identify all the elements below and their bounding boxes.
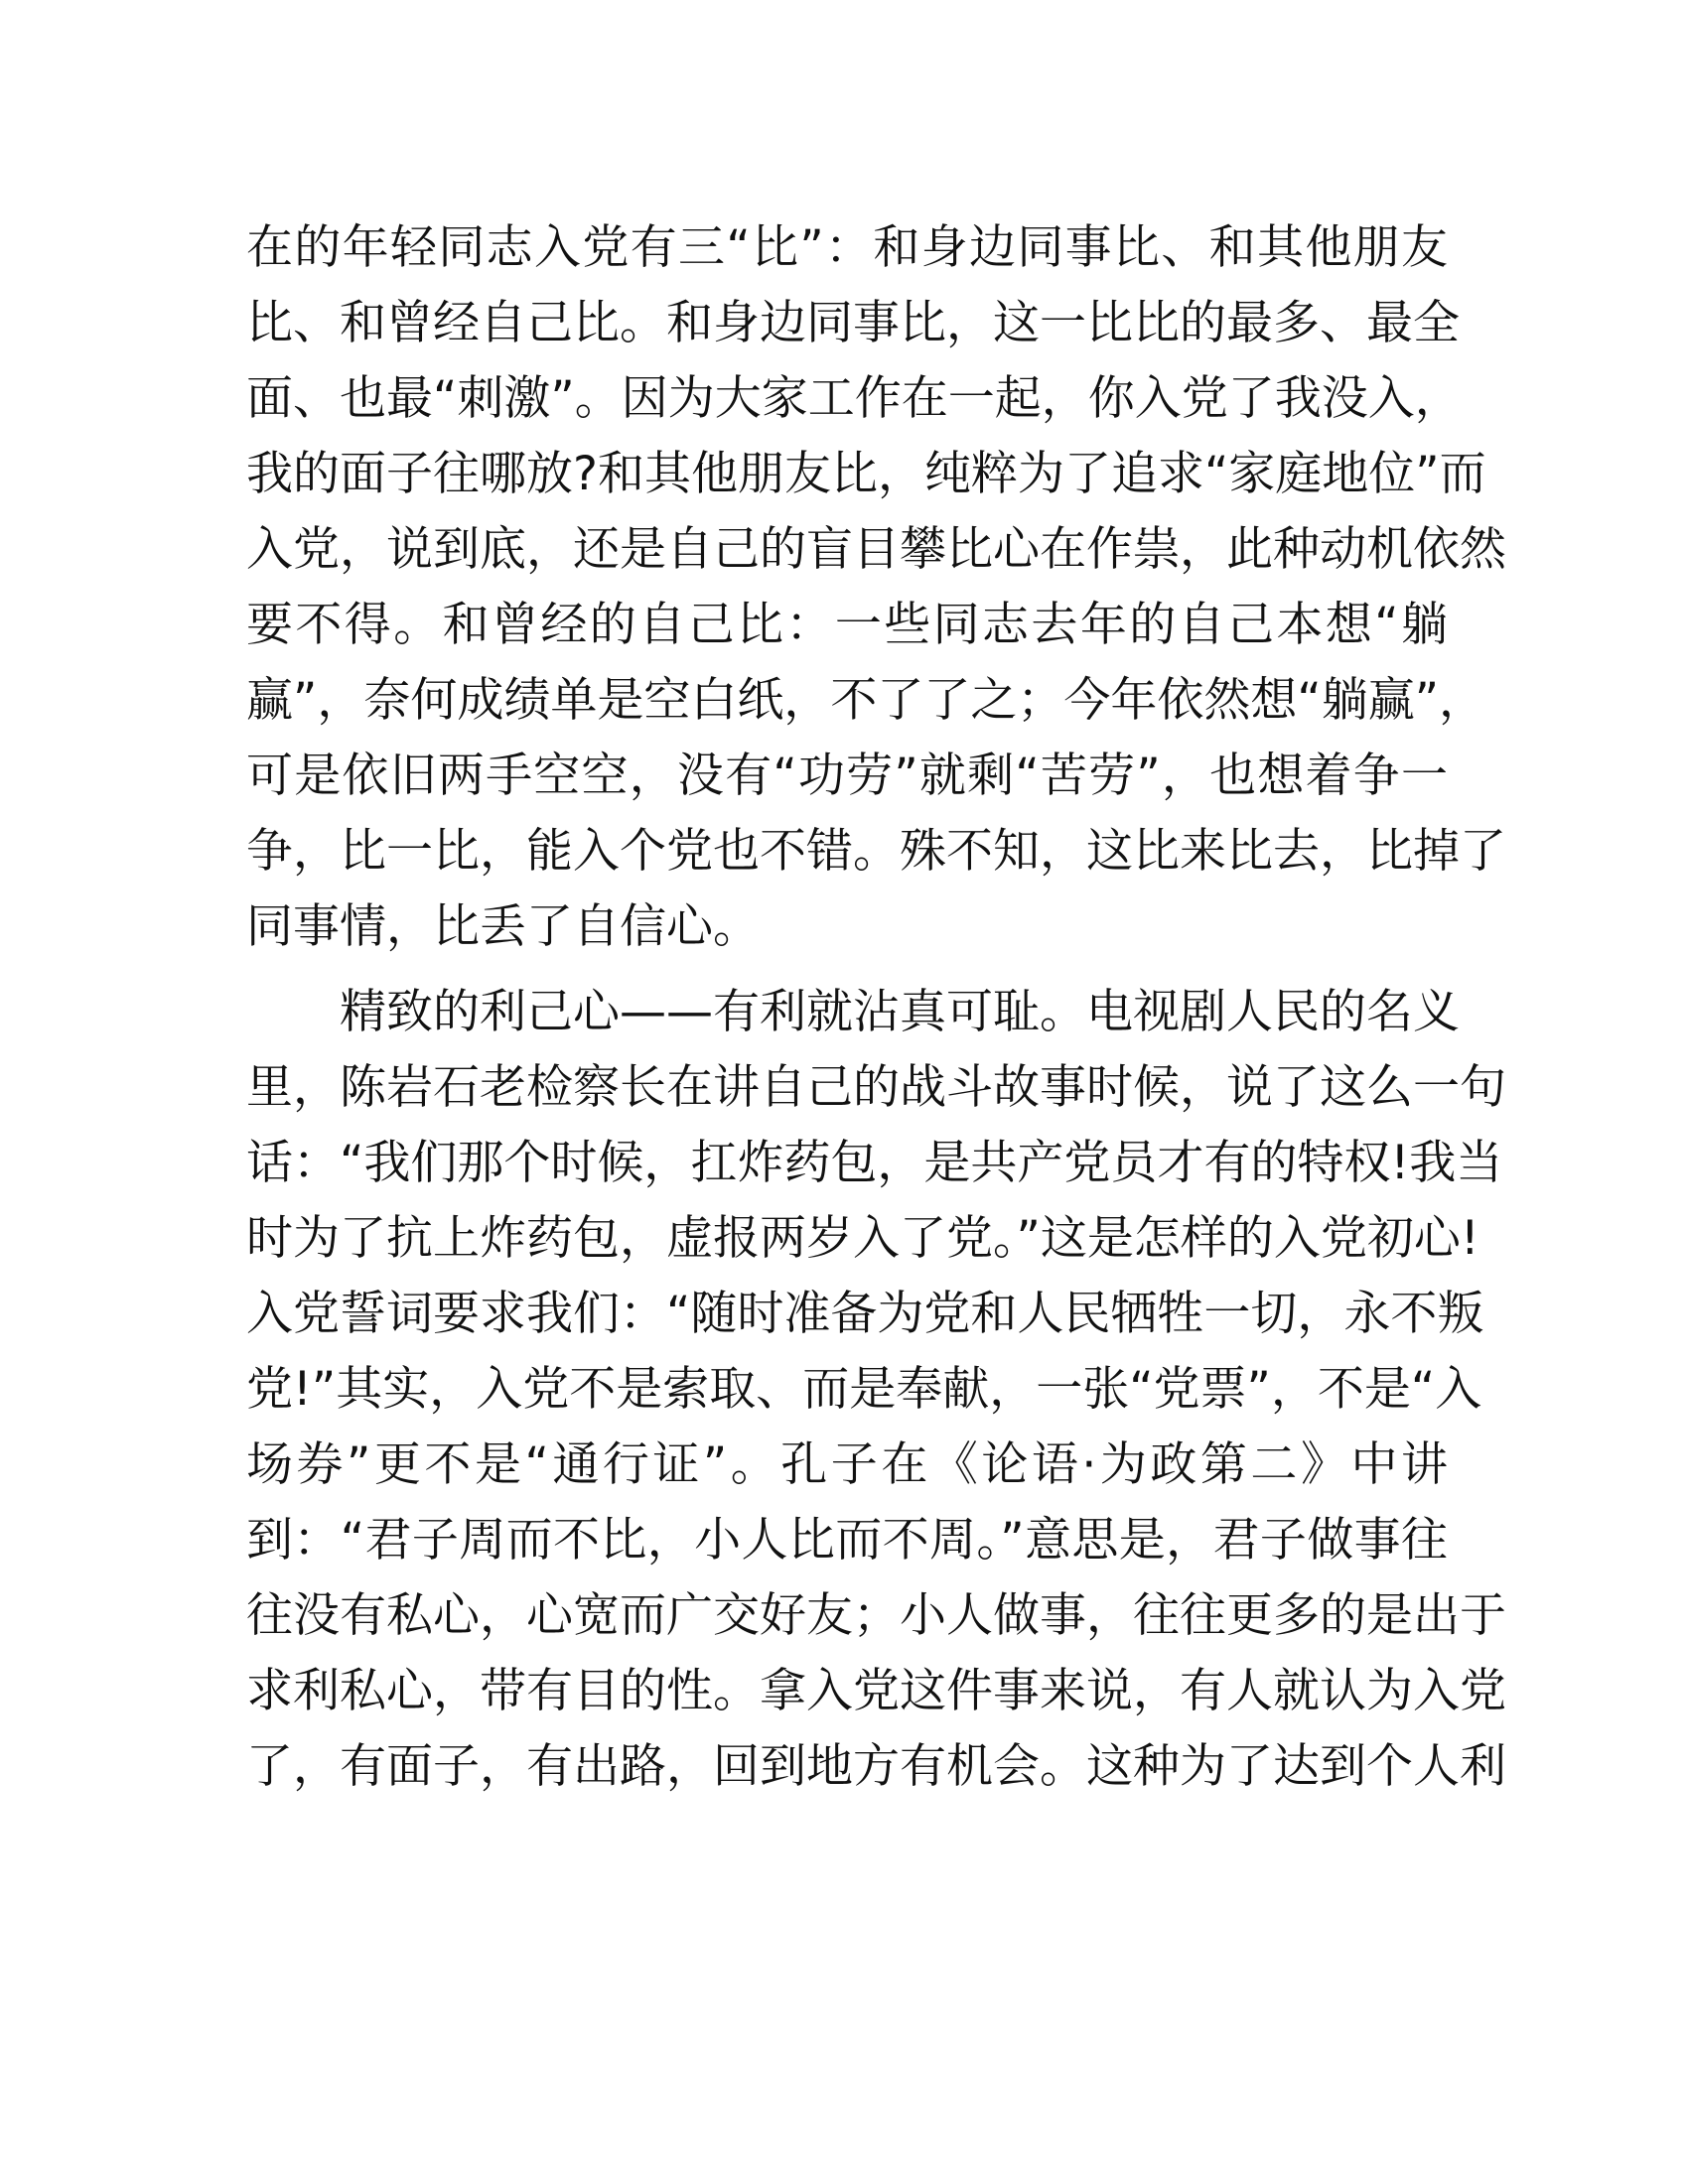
text-line: 我的面子往哪放?和其他朋友比，纯粹为了追求“家庭地位”而 bbox=[246, 447, 1486, 501]
text-line: 同事情，比丢了自信心。 bbox=[246, 899, 760, 954]
text-line: 要不得。和曾经的自己比：一些同志去年的自己本想“躺 bbox=[246, 598, 1448, 652]
text-line: 场券”更不是“通行证”。孔子在《论语·为政第二》中讲 bbox=[246, 1437, 1448, 1492]
text-line: 比、和曾经自己比。和身边同事比，这一比比的最多、最全 bbox=[246, 296, 1460, 350]
text-line: 党!”其实，入党不是索取、而是奉献，一张“党票”，不是“入 bbox=[246, 1362, 1482, 1417]
text-line: 往没有私心，心宽而广交好友；小人做事，往往更多的是出于 bbox=[246, 1588, 1506, 1643]
text-line: 可是依旧两手空空，没有“功劳”就剩“苦劳”，也想着争一 bbox=[246, 749, 1448, 803]
paragraph-1 bbox=[246, 210, 1506, 965]
text-line: 在的年轻同志入党有三“比”：和身边同事比、和其他朋友 bbox=[246, 220, 1448, 275]
text-line: 求利私心，带有目的性。拿入党这件事来说，有人就认为入党 bbox=[246, 1664, 1506, 1718]
text-line: 面、也最“刺激”。因为大家工作在一起，你入党了我没入， bbox=[246, 371, 1462, 426]
text-line: 争，比一比，能入个党也不错。殊不知，这比来比去，比掉了 bbox=[246, 824, 1506, 879]
text-line: 到：“君子周而不比，小人比而不周。”意思是，君子做事往 bbox=[246, 1513, 1448, 1568]
text-line: 里，陈岩石老检察长在讲自己的战斗故事时候，说了这么一句 bbox=[246, 1060, 1506, 1115]
text-line: 了，有面子，有出路，回到地方有机会。这种为了达到个人利 bbox=[246, 1739, 1506, 1794]
paragraph-2 bbox=[246, 975, 1506, 1805]
text-line: 赢”，奈何成绩单是空白纸，不了了之；今年依然想“躺赢”， bbox=[246, 673, 1486, 728]
text-line: 精致的利己心——有利就沾真可耻。电视剧人民的名义 bbox=[340, 985, 1460, 1039]
body-text bbox=[246, 210, 1506, 1805]
text-line: 时为了抗上炸药包，虚报两岁入了党。”这是怎样的入党初心! bbox=[246, 1211, 1479, 1266]
text-line: 入党誓词要求我们：“随时准备为党和人民牺牲一切，永不叛 bbox=[246, 1287, 1484, 1341]
text-line: 入党，说到底，还是自己的盲目攀比心在作祟，此种动机依然 bbox=[246, 522, 1506, 577]
text-line: 话：“我们那个时候，扛炸药包，是共产党员才有的特权!我当 bbox=[246, 1136, 1503, 1190]
